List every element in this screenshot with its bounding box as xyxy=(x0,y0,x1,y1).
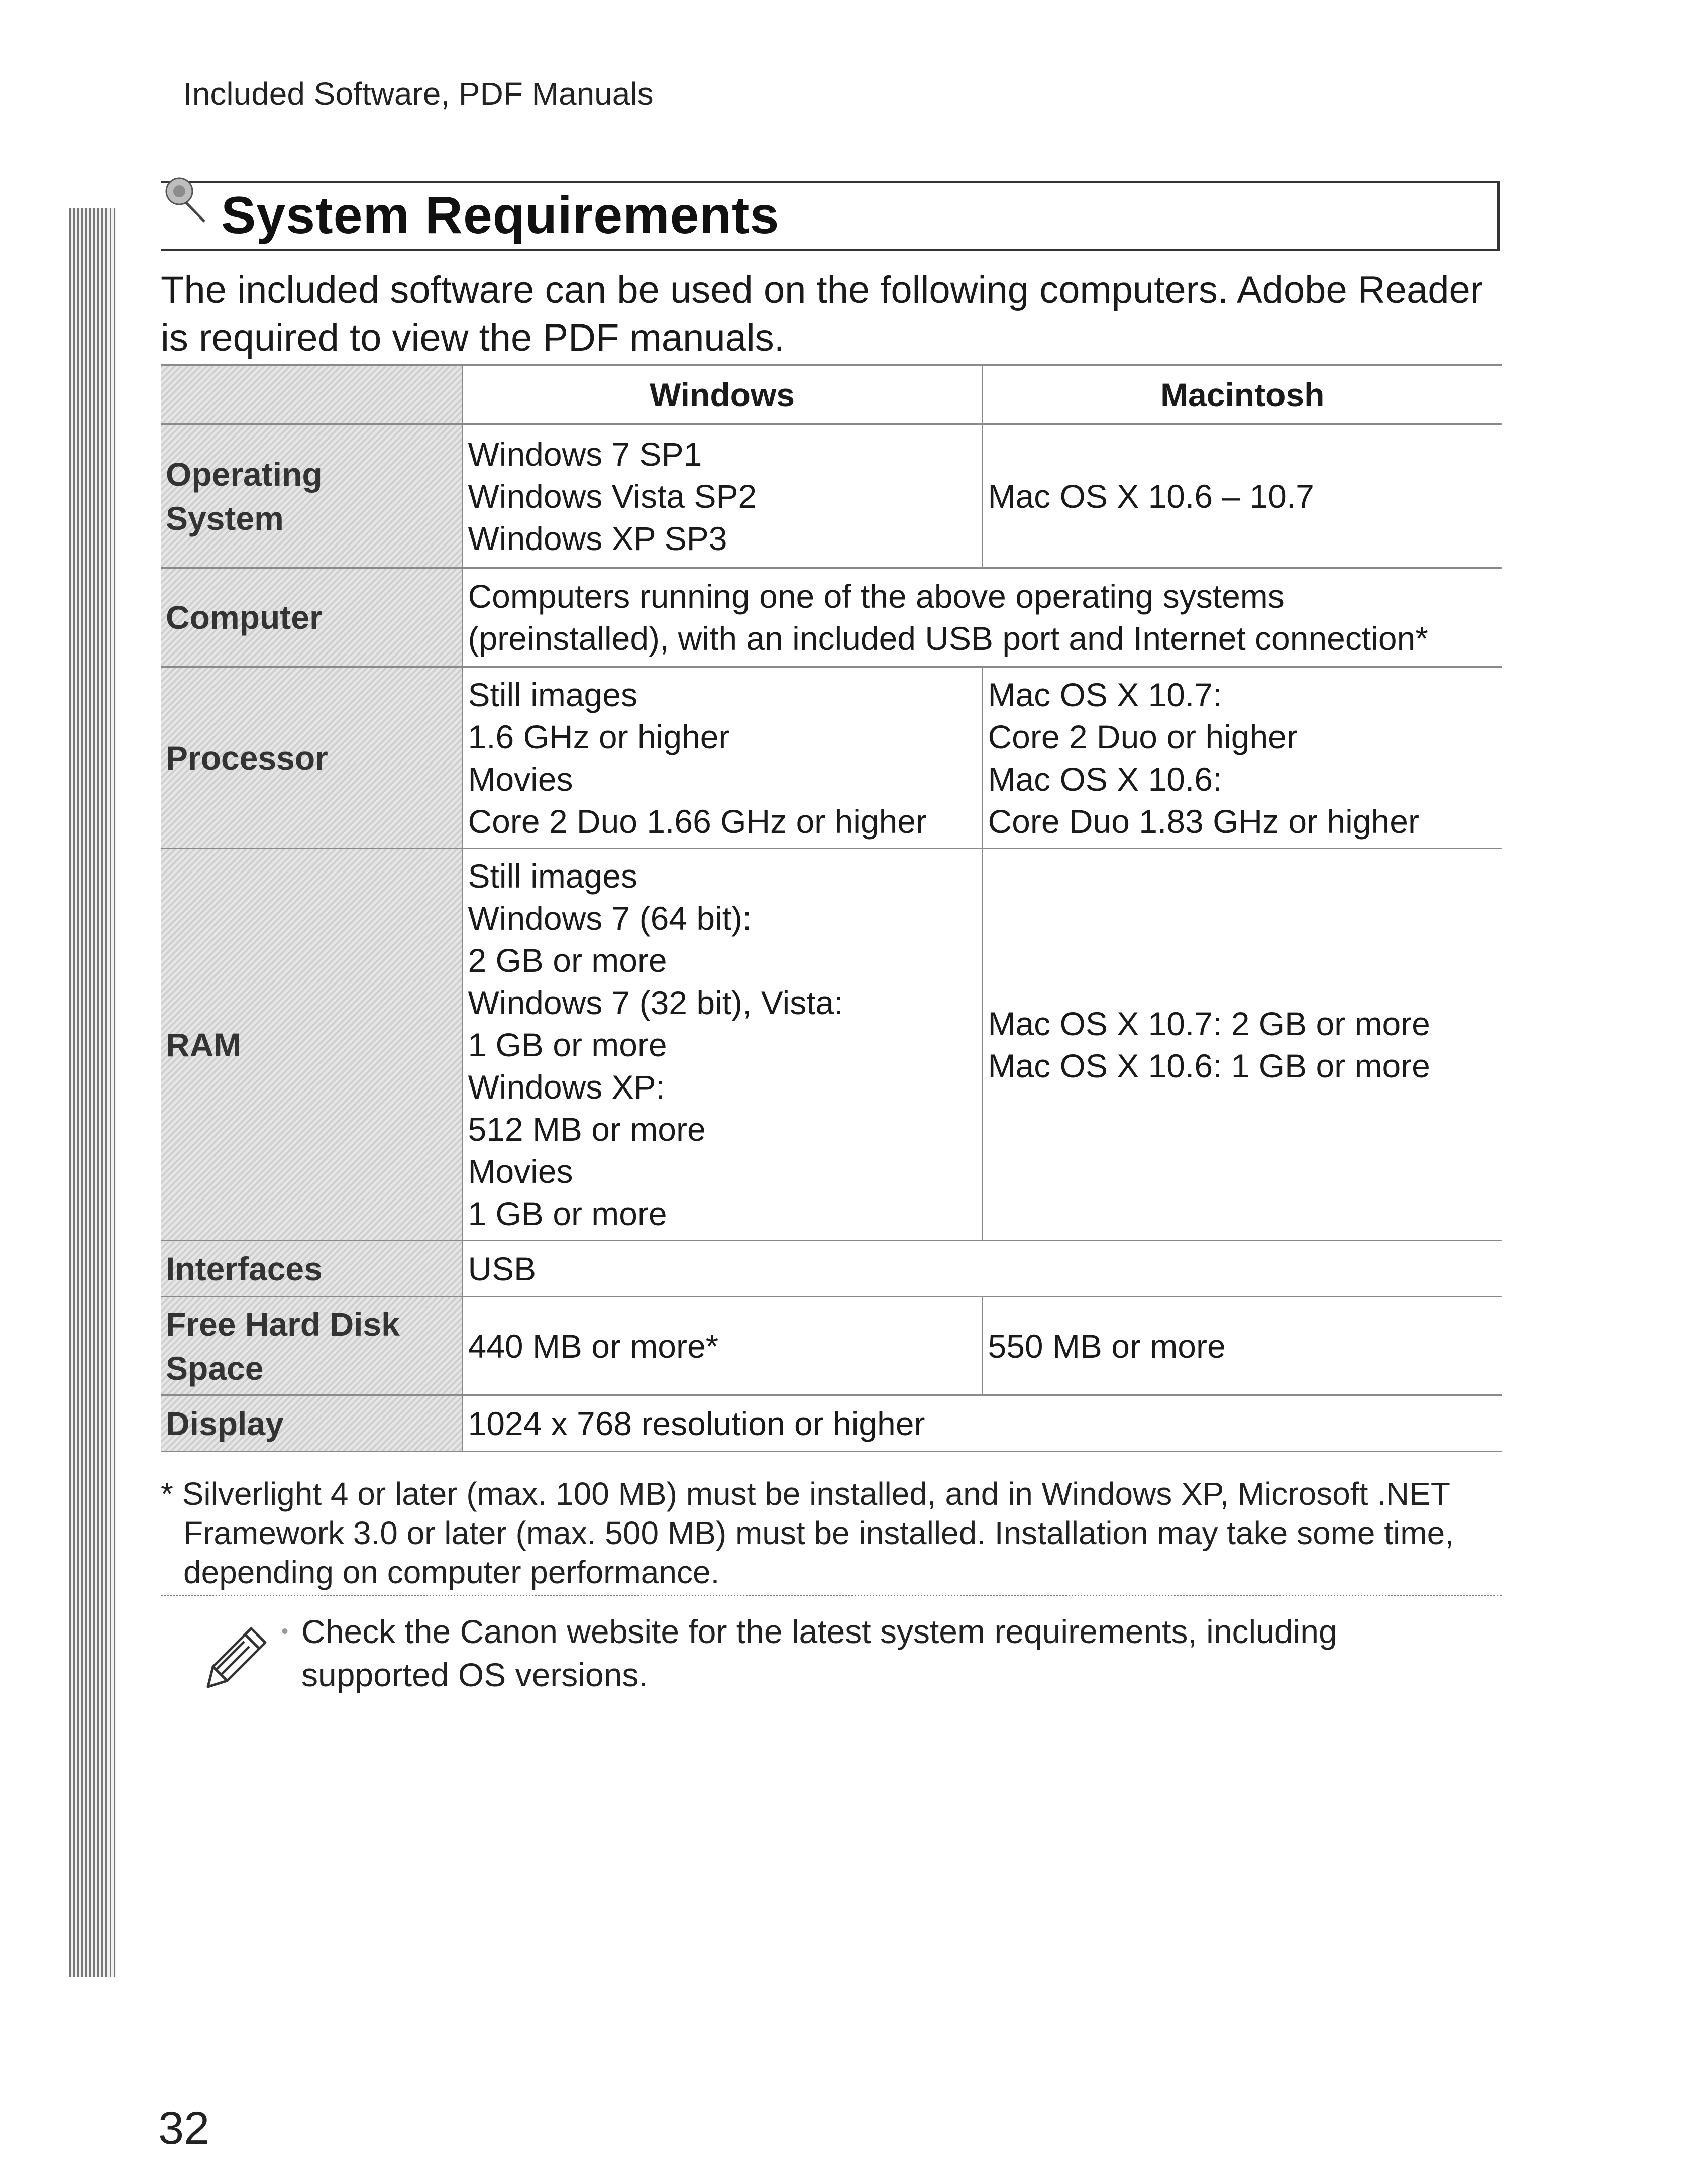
row-label-interfaces: Interfaces xyxy=(161,1241,462,1297)
note-bullet: • xyxy=(281,1620,289,1643)
processor-windows-cell: Still images 1.6 GHz or higher Movies Core 2 Duo 1.66 GHz or higher xyxy=(462,667,982,849)
disk-windows-cell: 440 MB or more* xyxy=(462,1297,982,1395)
header-macintosh: Macintosh xyxy=(982,365,1502,424)
os-macintosh-cell: Mac OS X 10.6 – 10.7 xyxy=(982,424,1502,568)
row-label-computer: Computer xyxy=(161,568,462,667)
header-windows: Windows xyxy=(462,365,982,424)
disk-macintosh-cell: 550 MB or more xyxy=(982,1297,1502,1395)
row-label-operating-system: Operating System xyxy=(161,424,462,568)
table-row-interfaces xyxy=(161,1241,1502,1297)
processor-macintosh-cell: Mac OS X 10.7: Core 2 Duo or higher Mac OS X 10.6: Core Duo 1.83 GHz or higher xyxy=(982,667,1502,849)
pushpin-icon xyxy=(158,173,214,229)
divider xyxy=(161,1595,1502,1596)
page-edge-tab xyxy=(69,208,116,1977)
footnote xyxy=(161,1474,1517,1592)
row-label-ram: RAM xyxy=(161,849,462,1241)
interfaces-value-cell: USB xyxy=(462,1241,1502,1297)
pencil-icon xyxy=(201,1622,271,1693)
note-text: Check the Canon website for the latest system requirements, including supported OS versions. xyxy=(301,1613,1337,1693)
table-header-row xyxy=(161,365,1502,424)
note-block xyxy=(281,1610,1487,1696)
footnote-text: * Silverlight 4 or later (max. 100 MB) must be installed, and in Windows XP, Microsoft .NET Framework 3.0 or later (max. 500 MB) must be installed. Installation may take some time, depending on computer performance. xyxy=(161,1476,1454,1590)
table-row-processor xyxy=(161,667,1502,849)
section-title: System Requirements xyxy=(221,186,780,245)
table-row-computer xyxy=(161,568,1502,667)
ram-windows-cell: Still images Windows 7 (64 bit): 2 GB or more Windows 7 (32 bit), Vista: 1 GB or more Windows XP: 512 MB or more Movies 1 GB or more xyxy=(462,849,982,1241)
table-row-free-hard-disk-space xyxy=(161,1297,1502,1395)
ram-macintosh-cell: Mac OS X 10.7: 2 GB or more Mac OS X 10.6: 1 GB or more xyxy=(982,849,1502,1241)
table-row-operating-system xyxy=(161,424,1502,568)
display-value-cell: 1024 x 768 resolution or higher xyxy=(462,1395,1502,1452)
computer-value-cell: Computers running one of the above operating systems (preinstalled), with an included USB port and Internet connection* xyxy=(462,568,1502,667)
row-label-processor: Processor xyxy=(161,667,462,849)
intro-paragraph: The included software can be used on the following computers. Adobe Reader is required to view the PDF manuals. xyxy=(161,269,1483,359)
row-label-display: Display xyxy=(161,1395,462,1452)
os-windows-cell: Windows 7 SP1 Windows Vista SP2 Windows XP SP3 xyxy=(462,424,982,568)
table-row-ram xyxy=(161,849,1502,1241)
table-row-display xyxy=(161,1395,1502,1452)
running-head: Included Software, PDF Manuals xyxy=(183,76,654,112)
header-corner-cell xyxy=(161,365,462,424)
system-requirements-table xyxy=(161,364,1502,1452)
row-label-free-hard-disk-space: Free Hard Disk Space xyxy=(161,1297,462,1395)
page-number: 32 xyxy=(158,2103,210,2154)
